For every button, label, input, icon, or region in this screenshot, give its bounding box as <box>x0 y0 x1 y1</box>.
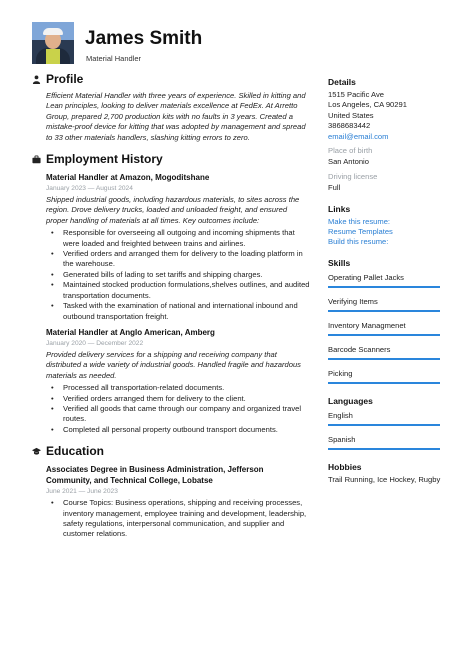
skill-item <box>328 344 443 360</box>
avatar <box>32 22 74 64</box>
place-of-birth: San Antonio <box>328 157 369 167</box>
language-label: English <box>328 410 353 420</box>
list-item: • Generated bills of lading to set tariffs and shipping charges. <box>46 270 310 280</box>
job-dates: January 2020 — December 2022 <box>46 339 144 347</box>
education-dates: June 2021 — June 2023 <box>46 488 118 496</box>
skill-item <box>328 296 443 312</box>
job-dates: January 2023 — August 2024 <box>46 185 133 193</box>
employment-heading-label: Employment History <box>46 152 163 167</box>
list-item: • Processed all transportation-related documents. <box>46 383 310 393</box>
skill-item <box>328 320 443 336</box>
job-title: Material Handler at Amazon, Mogoditshane <box>46 173 210 183</box>
profile-heading <box>32 72 310 88</box>
skill-label: Inventory Managmenet <box>328 320 406 330</box>
driving-license-label: Driving license <box>328 171 378 181</box>
job-summary: Shipped industrial goods, including hazardous materials, to sites across the region. Drove delivery trucks, loaded and unloaded freight, and ensured proper handling of materials at all times. Key outcomes include: <box>46 195 300 225</box>
languages-list <box>328 410 443 450</box>
place-of-birth-label: Place of birth <box>328 146 373 156</box>
degree-title: Associates Degree in Business Administration, Jefferson Community, and Technical College, Lobatse <box>46 465 264 486</box>
list-item: • Responsible for overseeing all outgoing and incoming shipments that were loaded and freighted between trains and airlines. <box>46 228 310 249</box>
list-item: • Verified orders and arranged them for delivery to the loading platform in the warehouse. <box>46 249 310 270</box>
driving-license: Full <box>328 183 341 193</box>
email-link[interactable]: email@email.com <box>328 131 389 141</box>
details-heading: Details <box>328 77 356 87</box>
skill-bar <box>328 358 440 360</box>
education-heading-label: Education <box>46 444 105 459</box>
skill-label: Operating Pallet Jacks <box>328 272 404 282</box>
link-resume-templates[interactable]: Resume Templates <box>328 227 393 237</box>
person-icon <box>32 75 41 84</box>
candidate-name: James Smith <box>85 28 203 49</box>
address-line: United States <box>328 110 374 120</box>
list-item: • Maintained stocked production formulations,shelves outlines, and audited transportation documents. <box>46 280 310 301</box>
skill-label: Verifying Items <box>328 296 378 306</box>
skill-item <box>328 272 443 288</box>
hobbies-heading: Hobbies <box>328 461 362 472</box>
list-item: • Verified all goods that came through our company and organized travel routes. <box>46 404 310 425</box>
skill-bar <box>328 382 440 384</box>
skill-bar <box>328 310 440 312</box>
address-line: Los Angeles, CA 90291 <box>328 100 407 110</box>
education-bullets <box>32 498 310 540</box>
profile-summary: Efficient Material Handler with three years of experience. Skilled in kitting and Lean principles, looking to deliver materials excellence at FedEx. At Arretto Group, prepared 2,700 production kits with no faults in 3 years. Created a mistake-proof device for kitting that was adopted by management and spread to 33 other materials handlers, slashing kitting errors to zero. <box>46 91 306 142</box>
job-entry <box>32 327 310 435</box>
job-entry <box>32 172 310 322</box>
skill-label: Picking <box>328 368 353 378</box>
skill-bar <box>328 334 440 336</box>
resume-header <box>30 20 450 66</box>
language-bar <box>328 424 440 426</box>
job-summary: Provided delivery services for a shipping and receiving company that distributed a wide variety of industrial goods. Handled fragile and hazardous materials as needed. <box>46 349 301 380</box>
list-item: • Tasked with the examination of national and international inbound and outbound transportation freight. <box>46 301 310 322</box>
education-heading <box>32 444 310 460</box>
job-title: Material Handler at Anglo American, Amberg <box>46 327 215 337</box>
skills-heading: Skills <box>328 257 351 268</box>
link-make-resume[interactable]: Make this resume: <box>328 216 391 226</box>
language-label: Spanish <box>328 434 356 444</box>
job-bullets <box>32 383 310 435</box>
skill-item <box>328 368 443 384</box>
language-item <box>328 434 443 450</box>
candidate-title: Material Handler <box>86 54 142 63</box>
profile-heading-label: Profile <box>46 72 84 86</box>
language-bar <box>328 448 440 450</box>
phone-number: 3868683442 <box>328 121 371 131</box>
skill-bar <box>328 286 440 288</box>
link-build-resume[interactable]: Build this resume: <box>328 237 389 247</box>
education-entry <box>32 464 310 540</box>
employment-heading <box>32 152 310 168</box>
skills-list <box>328 272 443 384</box>
briefcase-icon <box>32 155 41 164</box>
list-item: • Completed all personal property outbound transport documents. <box>46 425 310 435</box>
graduation-cap-icon <box>32 447 41 456</box>
skill-label: Barcode Scanners <box>328 344 391 354</box>
languages-heading: Languages <box>328 395 373 406</box>
address-line: 1515 Pacific Ave <box>328 90 385 99</box>
hobbies-text: Trail Running, Ice Hockey, Rugby <box>328 474 441 484</box>
list-item: • Course Topics: Business operations, shipping and receiving processes, inventory management, employee training and development, leadership, safety regulations, interpersonal communication, and supplier and customer relations. <box>46 498 310 540</box>
language-item <box>328 410 443 426</box>
main-column <box>32 72 310 540</box>
list-item: • Verified orders arranged them for delivery to the client. <box>46 394 310 404</box>
links-heading: Links <box>328 203 351 214</box>
job-bullets <box>32 228 310 322</box>
sidebar <box>328 77 443 485</box>
